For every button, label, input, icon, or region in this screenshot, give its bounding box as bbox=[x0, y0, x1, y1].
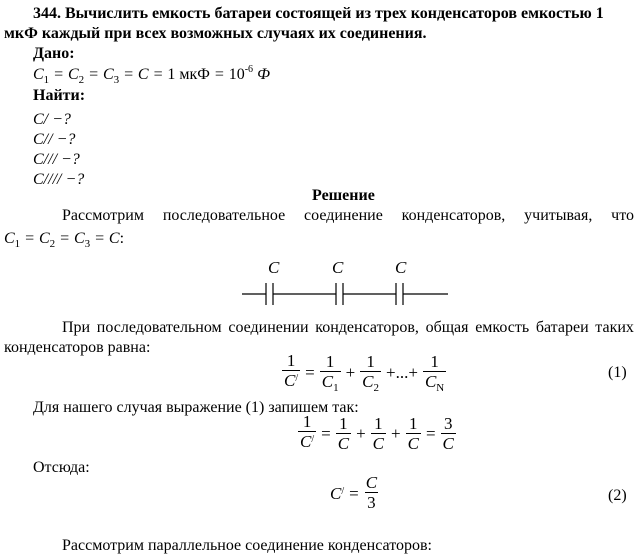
intro-word: что bbox=[611, 207, 634, 224]
find-label: Найти: bbox=[33, 87, 86, 104]
equation-1-number: (1) bbox=[608, 364, 627, 381]
find-item-1: C/ −? bbox=[33, 111, 71, 128]
find-item-2: C// −? bbox=[33, 131, 76, 148]
result-numerator: 3 bbox=[443, 413, 453, 433]
given-label: Дано: bbox=[33, 45, 75, 62]
series-word: последовательном bbox=[96, 319, 222, 336]
given-formula: $C_1 = C_2 = C_3 = C = 1$ мкФ = $10^{-6}$ Ф bbox=[33, 64, 270, 86]
equation-2: C/ = $\frac{C}{3}$ bbox=[330, 473, 378, 512]
problem-title-line2: мкФ каждый при всех возможных случаях их соединения. bbox=[4, 25, 427, 42]
capacitor-label-2: C bbox=[332, 258, 344, 277]
intro-colon: : bbox=[119, 230, 125, 247]
given-value: 1 bbox=[167, 66, 176, 83]
intro-word: соединение bbox=[304, 207, 383, 224]
solution-heading: Решение bbox=[312, 187, 375, 204]
given-base: 10 bbox=[228, 66, 245, 83]
equation-case: $\frac{1}{C^/}$ = $\frac{1}{C}$ + $\frac{1}{C}$ + $\frac{1}{C}$ = $\frac{3}{C}$ bbox=[298, 413, 456, 455]
given-unit-si: Ф bbox=[257, 66, 270, 83]
series-word: батареи bbox=[535, 319, 589, 336]
find-item-3: C/// −? bbox=[33, 151, 80, 168]
series-circuit-diagram bbox=[240, 255, 450, 305]
series-word: общая bbox=[425, 319, 469, 336]
series-line1 bbox=[62, 318, 634, 337]
given-unit: мкФ bbox=[179, 66, 210, 83]
series-word: При bbox=[62, 319, 91, 336]
intro-line2: $C_1 = C_2 = C_3 = C$: bbox=[4, 230, 125, 250]
capacitor-label-3: C bbox=[395, 258, 407, 277]
parallel-text: Рассмотрим параллельное соединение конденсаторов: bbox=[62, 537, 432, 554]
series-word: соединении bbox=[228, 319, 309, 336]
equation-1: $\frac{1}{C^/}$ = $\frac{1}{C_1}$ + $\frac{1}{C_2}$ +...+ $\frac{1}{C_N}$ bbox=[284, 351, 445, 394]
series-word: конденсаторов, bbox=[315, 319, 419, 336]
given-exp: -6 bbox=[244, 64, 254, 75]
equation-2-number: (2) bbox=[608, 487, 627, 504]
intro-line1 bbox=[62, 206, 634, 225]
problem-text-1: Вычислить емкость батареи состоящей из трех конденсаторов емкостью 1 bbox=[65, 5, 604, 22]
case-text: Для нашего случая выражение (1) запишем так: bbox=[33, 399, 359, 416]
hence-text: Отсюда: bbox=[33, 459, 90, 476]
intro-word: последовательное bbox=[162, 207, 286, 224]
intro-word: учитывая, bbox=[524, 207, 593, 224]
series-word: емкость bbox=[475, 319, 530, 336]
ellipsis: ... bbox=[395, 363, 409, 382]
intro-word: конденсаторов, bbox=[401, 207, 506, 224]
series-line2: конденсаторов равна: bbox=[4, 339, 151, 356]
intro-word: Рассмотрим bbox=[62, 207, 144, 224]
problem-number: 344. bbox=[33, 5, 61, 22]
capacitor-label-1: C bbox=[268, 258, 280, 277]
problem-title-line1 bbox=[33, 4, 633, 23]
series-word: таких bbox=[595, 319, 634, 336]
find-item-4: C//// −? bbox=[33, 171, 85, 188]
